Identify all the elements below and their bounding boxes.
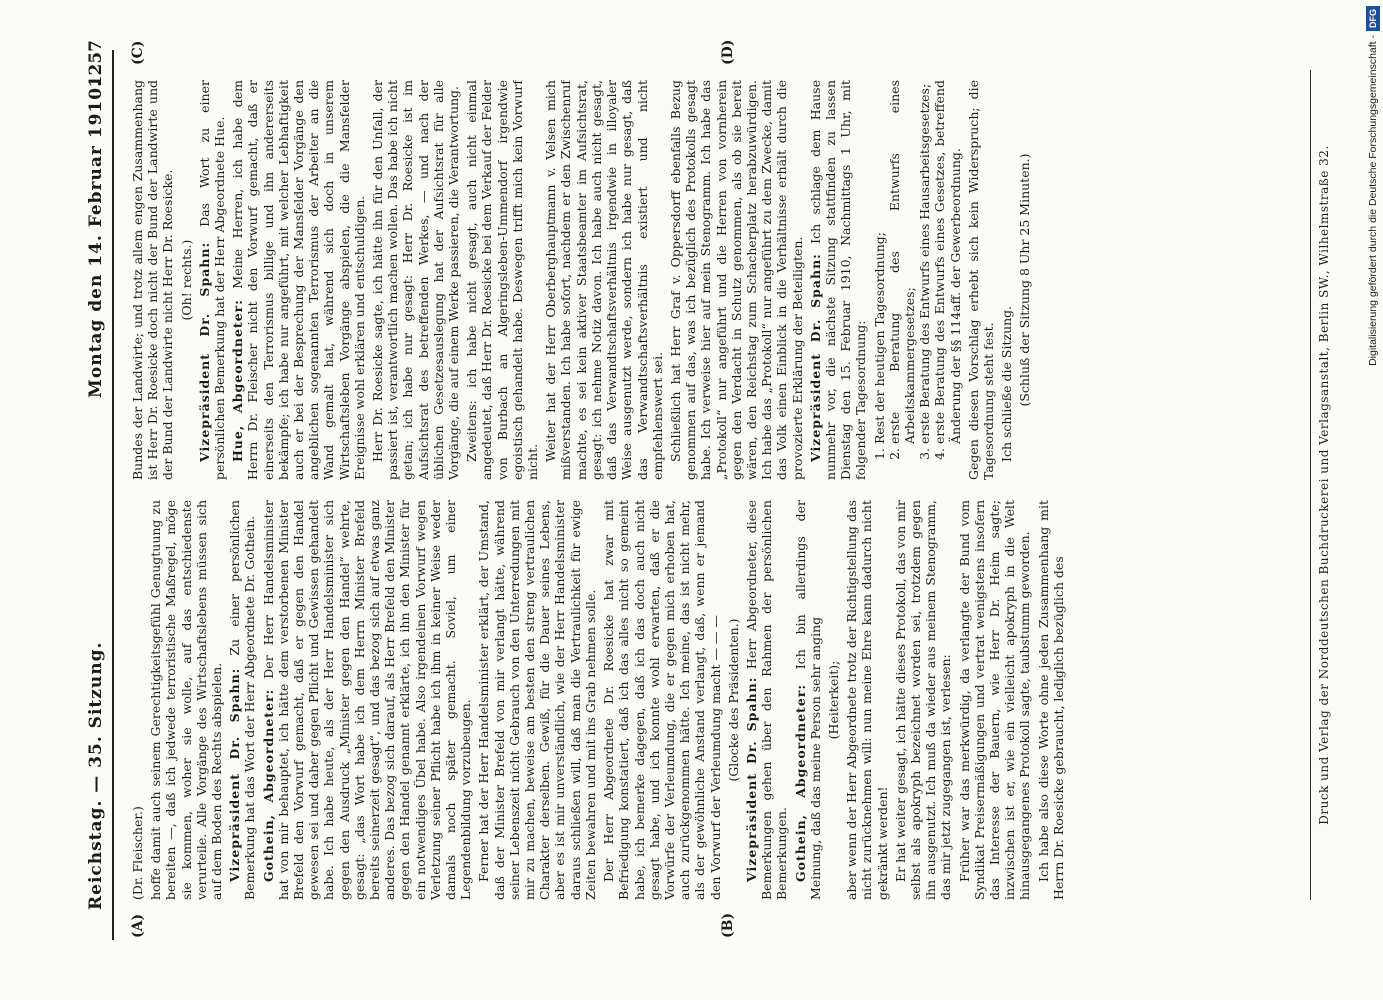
header-left: Reichstag. — 35. Sitzung.	[86, 641, 106, 910]
digitization-text: Digitalisierung gefördert durch die Deutsche Forschungsgemeinschaft -	[1367, 35, 1379, 366]
quotation: Früher war das merkwürdig, da verlangte der Bund vom Syndikat Preisermäßigungen und vertrat wenigstens insofern das Interesse der Bauern, wie Herr Dr. Heim sagte; inzwischen ist er, wie ein vielleicht apokryph in die Welt hinausgegangenes Protokoll sagte, taubstumm geworden.	[956, 500, 1033, 900]
speaker-name: Vizepräsident Dr. Spahn:	[743, 676, 759, 882]
paragraph: Gegen diesen Vorschlag erhebt sich kein Widerspruch; die Tagesordnung steht fest.	[965, 80, 996, 480]
interjection: (Glocke des Präsidenten.)	[725, 618, 741, 782]
paragraph-text: Meine Herren, ich habe dem Herrn Dr. Fleischer nicht den Vorwurf gemacht, daß er einerseits den Terrorismus billige und ihn andererseits bekämpfe; ich habe nur angeführt, mit welcher Lebhaftigkeit auch er bei der Besprechung der Mansfelder Vorgänge den angeblichen sogenannten Terrorismus der Arbeiter an die Wand gemalt hat, während sich doch in unserem Wirtschaftsleben Vorgänge abspielen, die die Mansfelder Ereignisse wohl erklären und entschuldigen.	[230, 80, 367, 480]
agenda-item: 4. erste Beratung des Entwurfs eines Gesetzes, betreffend Änderung der §§ 114aff. der Gewerbeordnung.	[932, 80, 962, 444]
agenda-list	[872, 80, 963, 480]
paragraph: Ich schließe die Sitzung.	[999, 305, 1015, 462]
paragraph: Herr Dr. Roesicke sagte, ich hätte ihn für den Unfall, der passiert ist, verantwortlich machen wollen. Das habe ich nicht getan; ich habe nur gesagt: Herr Dr. Roesicke ist im Aufsichtsrat des betreffenden Werkes, — und nach der üblichen Gesetzesauslegung hat der Aufsichtsrat für alle Vorgänge, die auf einem Werke passieren, die Verantwortung.	[370, 80, 462, 480]
paragraph: aber wenn der Herr Abgeordnete trotz der Richtigstellung das nicht zurücknehmen will: nun meine Ehre kann dadurch nicht gekränkt werden!	[844, 500, 890, 900]
paragraph: hoffe damit auch seinem Gerechtigkeitsgefühl Genugtuung zu bereiten —, daß ich jedwede terroristische Maßregel, möge sie kommen, woher sie wolle, auf das entschiedenste verurteile. Alle Vorgänge des Wirtschaftslebens müssen sich auf dem Boden des Rechts abspielen.	[148, 500, 225, 900]
paragraph	[197, 80, 227, 480]
paragraph: Der Herr Abgeordnete Dr. Roesicke hat zwar mit Befriedigung konstatiert, daß ich das alles nicht so gemeint habe, ich bemerke dagegen, daß ich das doch auch nicht gesagt habe, und ich konnte wohl erwarten, daß er die Vorwürfe der Verleumdung, die er gegen mich erhoben hat, auch zurückgenommen hätte. Ich meine, das ist nicht mehr, als der gewöhnliche Anstand verlangt, daß, wenn er jemand den Vorwurf der Verleumdung macht — — —	[601, 500, 723, 900]
paragraph-text: Herr Abgeordneter, diese Bemerkungen gehen über den Rahmen der persönlichen Bemerkungen.	[743, 500, 790, 900]
dfg-logo: DFG	[1366, 6, 1380, 31]
left-column	[130, 500, 1290, 900]
speaker-line: (Dr. Fleischer.)	[130, 806, 145, 900]
margin-marker-a: (A)	[130, 913, 146, 938]
agenda-item: 3. erste Beratung des Entwurfs eines Hausarbeitsgesetzes;	[917, 80, 932, 444]
speaker-name: Vizepräsident Dr. Spahn:	[227, 667, 243, 882]
speaker-name: Hue, Abgeordneter:	[230, 299, 246, 462]
header-date: Montag den 14. Februar 1910.	[86, 80, 106, 398]
paragraph	[227, 500, 257, 900]
paragraph	[744, 500, 790, 900]
paragraph	[261, 500, 474, 900]
closing-note: (Schluß der Sitzung 8 Uhr 25 Minuten.)	[1017, 153, 1033, 407]
imprint-footer: Druck und Verlag der Norddeutschen Buchdruckerei und Verlagsanstalt, Berlin SW., Wilhelmstraße 32.	[1310, 70, 1331, 900]
paragraph: Schließlich hat Herr Graf v. Oppersdorff ebenfalls Bezug genommen auf das, was ich bezüglich des Protokolls gesagt habe. Ich verweise hier auf mein Stenogramm. Ich habe das „Protokoll“ nur angeführt und die Herren von vornherein gegen den Verdacht in Schutz genommen, als ob sie bereit wären, den Reichstag zum Schacherplatz herabzuwürdigen. Ich habe das „Protokoll“ nur angeführt zu dem Zwecke, damit das Volk einen Einblick in die Verhältnisse erhält durch die provozierte Erklärung der Beteiligten.	[667, 80, 805, 480]
page-header	[78, 40, 114, 940]
margin-marker-d: (D)	[720, 39, 736, 65]
agenda-item: 1. Rest der heutigen Tagesordnung;	[872, 80, 887, 444]
speaker-name: Vizepräsident Dr. Spahn:	[196, 241, 212, 462]
paragraph: Weiter hat der Herr Oberberghauptmann v. Velsen mich mißverstanden. Ich habe sofort, nachdem er den Zwischenruf machte, es sei kein aktiver Staatsbeamter im Aufsichtsrat, gesagt: ich nehme Notiz davon. Ich habe auch nicht gesagt, daß das Verwandtschaftsverhältnis irgendwie in illoyaler Weise ausgenutzt werde, sondern ich habe nur gesagt, daß das Verwandtschaftsverhältnis existiert und nicht empfehlenswert sei.	[543, 80, 665, 480]
paragraph	[230, 80, 367, 480]
paragraph: Ich habe also diese Worte ohne jeden Zusammenhang mit Herrn Dr. Roesicke gebraucht, lediglich bezüglich des	[1035, 500, 1066, 900]
paragraph-text: Ich bin allerdings der Meinung, daß das meine Person sehr anging	[792, 500, 823, 900]
paragraph	[808, 80, 869, 480]
paragraph: Er hat weiter gesagt, ich hätte dieses Protokoll, das von mir selbst als apokryph bezeichnet worden sei, trotzdem gegen ihn ausgenutzt. Ich muß da wieder aus meinem Stenogramm, das mir jetzt zugegangen ist, verlesen:	[892, 500, 954, 900]
paragraph	[793, 500, 823, 900]
paragraph-text: Der Herr Handelsminister hat von mir behauptet, ich hätte dem verstorbenen Minister Brefeld den Vorwurf gemacht, daß er gegen den Handel gewesen sei und daher gegen Pflicht und Gewissen gehandelt habe. Ich habe heute, als der Herr Handelsminister sich gegen den Ausdruck „Minister gegen den Handel“ wehrte, gesagt: „das Wort habe ich dem Herrn Minister Brefeld bereits seinerzeit gesagt“, und das bezog sich auf etwas ganz anderes. Das bezog sich darauf, als Herr Brefeld den Minister gegen den Handel genannt erklärte, ich ihn den Minister für ein notwendiges Übel habe. Also irgendeinen Vorwurf wegen Verletzung seiner Pflicht habe ich ihm in keiner Weise weder damals noch später gemacht. Soviel, um einer Legendenbildung vorzubeugen.	[260, 500, 474, 900]
digitization-notice	[1360, 0, 1382, 1000]
paragraph-text: Das Wort zu einer persönlichen Bemerkung hat der Herr Abgeordnete Hue.	[196, 80, 228, 480]
margin-marker-c: (C)	[130, 40, 146, 65]
right-column	[130, 80, 1290, 480]
paragraph: Bundes der Landwirte; und trotz allem engen Zusammenhang ist Herr Dr. Roesicke doch nicht der Bund der Landwirte und der Bund der Landwirte nicht Herr Dr. Roesicke.	[130, 80, 176, 480]
speaker-name: Gothein, Abgeordneter:	[260, 688, 276, 882]
speaker-name: Gothein, Abgeordneter:	[792, 684, 808, 882]
paragraph-text: Zu einer persönlichen Bemerkung hat das Wort der Herr Abgeordnete Dr. Gothein.	[227, 500, 258, 900]
interjection: (Oh! rechts.)	[178, 239, 194, 321]
speaker-name: Vizepräsident Dr. Spahn:	[807, 253, 823, 462]
paragraph: Zweitens: ich habe nicht gesagt, auch nicht einmal angedeutet, daß Herr Dr. Roesicke bei dem Verkauf der Felder von Burbach an Algeringsleben-Ummendorf irgendwie egoistisch gehandelt habe. Deswegen trifft mich kein Vorwurf nicht.	[464, 80, 541, 480]
margin-marker-b: (B)	[720, 912, 736, 938]
paragraph-text: Ich schlage dem Hause nunmehr vor, die nächste Sitzung stattfinden zu lassen Dienstag den 15. Februar 1910, Nachmittags 1 Uhr, mit folgender Tagesordnung:	[807, 80, 869, 480]
paragraph: Ferner hat der Herr Handelsminister erklärt, der Umstand, daß der Minister Brefeld von mir verlangt hätte, während seiner Lebenszeit nicht Gebrauch von den Unterredungen mit mir zu machen, beweise am besten den streng vertraulichen Charakter derselben. Gewiß, für die Dauer seines Lebens, aber es ist mir unverständlich, wie der Herr Handelsminister daraus schließen will, daß man die Vertraulichkeit für ewige Zeiten bewahren und mit ins Grab nehmen solle.	[476, 500, 598, 900]
page-number: 1257	[86, 40, 106, 88]
agenda-item: 2. erste Beratung des Entwurfs eines Arbeitskammergesetzes;	[887, 80, 917, 444]
interjection: (Heiterkeit);	[825, 660, 841, 740]
